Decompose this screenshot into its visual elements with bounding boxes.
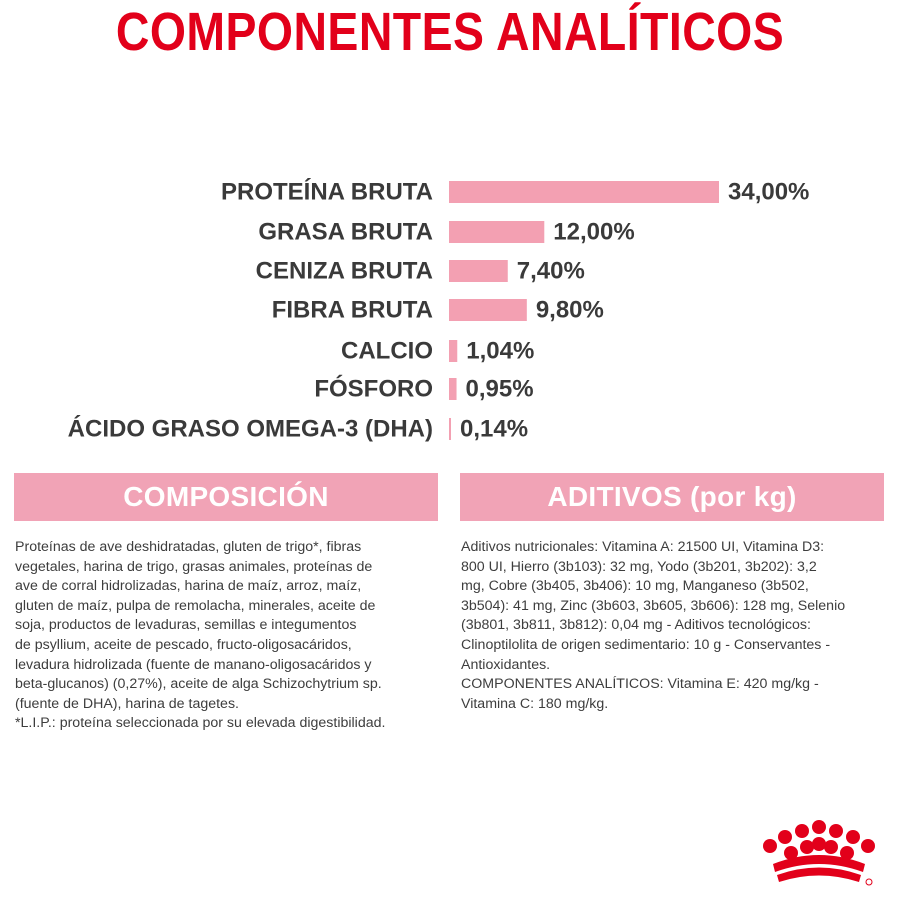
category-label: PROTEÍNA BRUTA bbox=[221, 178, 433, 206]
value-label: 0,95% bbox=[465, 375, 534, 403]
value-label: 7,40% bbox=[516, 257, 585, 285]
bar bbox=[449, 181, 719, 203]
category-label: CALCIO bbox=[341, 337, 433, 365]
value-label: 9,80% bbox=[535, 296, 604, 324]
composicion-text: Proteínas de ave deshidratadas, gluten de trigo*, fibras vegetales, harina de trigo, grasas animales, proteínas de ave de corral hidrolizadas, harina de maíz, arroz, maíz, gluten de maíz, pulpa de remolacha, minerales, aceite de soja, productos de levaduras, semillas e integumentos de psyllium, aceite de pescado, fructo-oligosacáridos, levadura hidrolizada (fuente de manano-oligosacáridos y beta-glucanos) (0,27%), aceite de alga Schizochytrium sp. (fuente de DHA), harina de tagetes. *L.I.P.: proteína seleccionada por su elevada digestibilidad. bbox=[15, 539, 386, 732]
category-label: CENIZA BRUTA bbox=[255, 257, 433, 285]
royal-canin-crown-icon bbox=[755, 818, 885, 890]
aditivos-title: ADITIVOS (por kg) bbox=[547, 481, 797, 512]
category-label: GRASA BRUTA bbox=[258, 218, 433, 246]
value-label: 34,00% bbox=[728, 178, 810, 206]
value-label: 1,04% bbox=[466, 337, 535, 365]
bar bbox=[449, 340, 457, 362]
category-label: ÁCIDO GRASO OMEGA-3 (DHA) bbox=[67, 415, 433, 443]
bar bbox=[449, 299, 527, 321]
composicion-title: COMPOSICIÓN bbox=[123, 481, 329, 512]
bar bbox=[449, 418, 451, 440]
category-label: FIBRA BRUTA bbox=[271, 296, 433, 324]
aditivos-header bbox=[460, 473, 884, 521]
value-label: 12,00% bbox=[553, 218, 635, 246]
value-label: 0,14% bbox=[460, 415, 529, 443]
page-title: COMPONENTES ANALÍTICOS bbox=[115, 2, 785, 62]
category-label: FÓSFORO bbox=[314, 375, 433, 403]
bar bbox=[449, 260, 508, 282]
nutrition-bar-chart bbox=[0, 160, 900, 460]
composicion-header bbox=[14, 473, 438, 521]
bar bbox=[449, 221, 544, 243]
aditivos-text: Aditivos nutricionales: Vitamina A: 21500 UI, Vitamina D3: 800 UI, Hierro (3b103): 32 mg, Yodo (3b201, 3b202): 3,2 mg, Cobre (3b405, 3b406): 10 mg, Manganeso (3b502, 3b504): 41 mg, Zinc (3b603, 3b605, 3b606): 128 mg, Selenio (3b801, 3b811, 3b812): 0,04 mg - Aditivos tecnológicos: Clinoptilolita de origen sedimentario: 10 g - Conservantes - Antioxidantes. COMPONENTES ANALÍTICOS: Vitamina E: 420 mg/kg - Vitamina C: 180 mg/kg. bbox=[461, 539, 846, 712]
bar bbox=[449, 378, 457, 400]
